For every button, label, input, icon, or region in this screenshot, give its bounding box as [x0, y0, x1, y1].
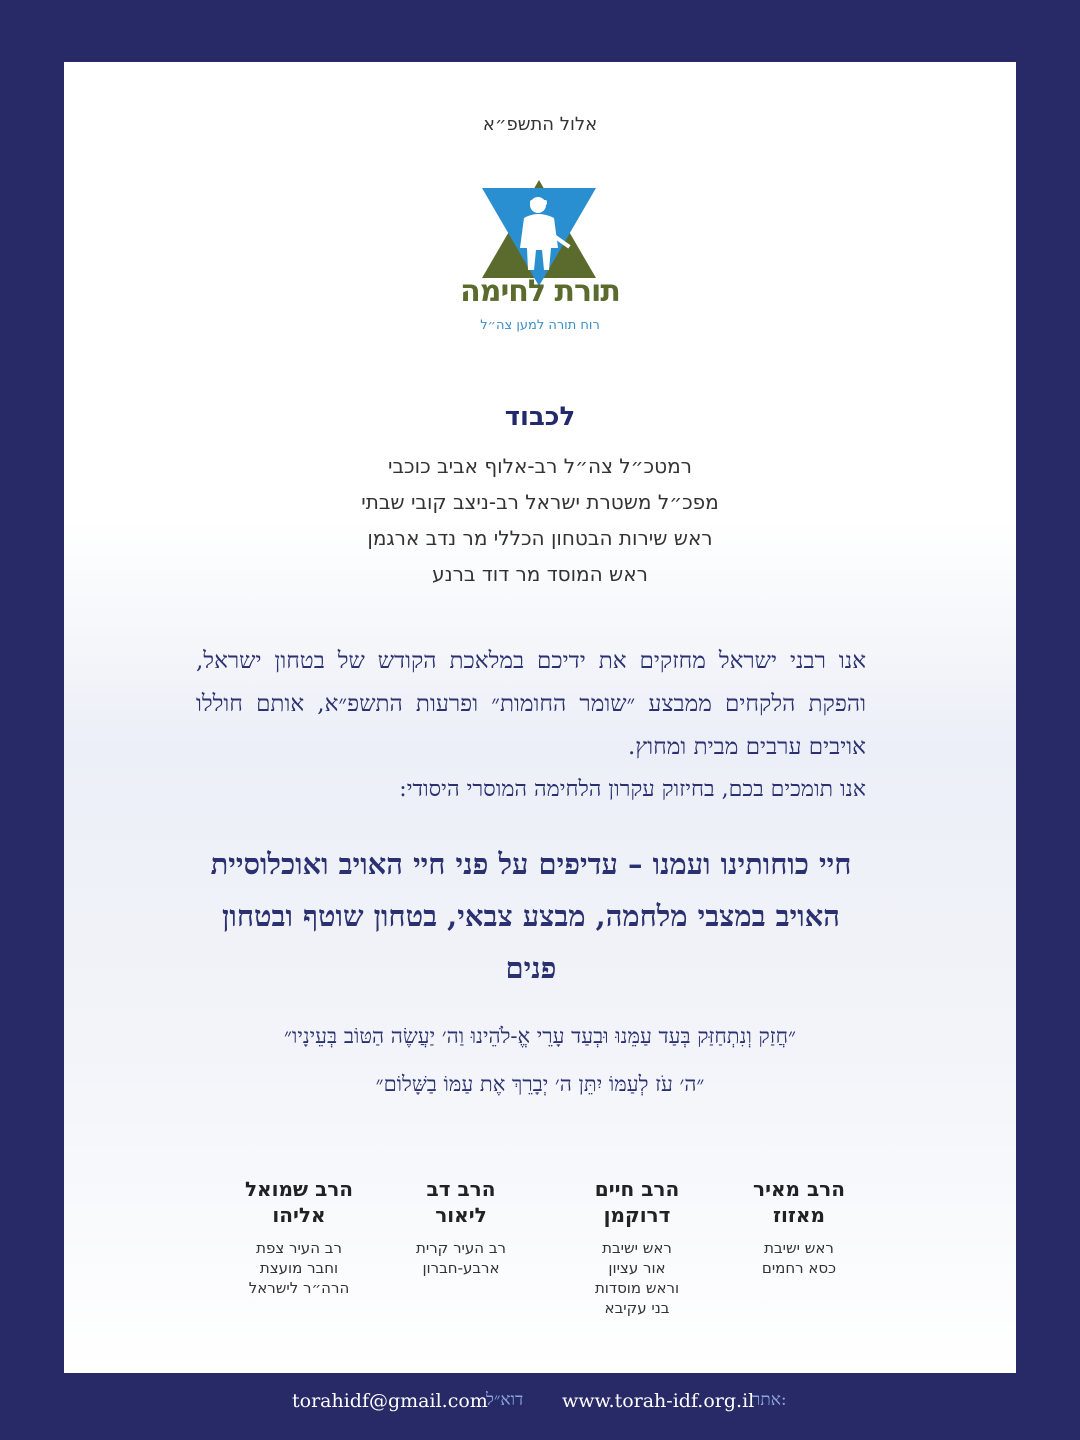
signatory-role-line: בני עקיבא: [604, 1299, 670, 1317]
signatory-role-line: וראש מוסדות: [594, 1279, 680, 1297]
verse-line: ״ה׳ עֹז לְעַמּוֹ יִתֵּן ה׳ יְבָרֵךְ אֶת עַמּוֹ בַשָּׁלוֹם״: [375, 1072, 705, 1096]
signatory-name-line: ליאור: [435, 1203, 487, 1227]
signatory-role-line: רב העיר קרית: [415, 1239, 506, 1257]
honor-heading: לכבוד: [504, 402, 576, 432]
signatory-name-line: הרב מאיר: [753, 1177, 845, 1201]
signatory-role-line: הרה״ר לישראל: [248, 1279, 350, 1297]
signatory: [386, 1176, 536, 1278]
signatory-role-line: רב העיר צפת: [256, 1239, 342, 1257]
signatory-name: [386, 1176, 536, 1228]
email-link[interactable]: torahidf@gmail.com: [292, 1390, 488, 1412]
recipient-line: ראש המוסד מר דוד ברנע: [432, 562, 648, 586]
website-link[interactable]: www.torah-idf.org.il: [562, 1390, 755, 1412]
signatory-role: [562, 1238, 712, 1318]
signatory-name: [724, 1176, 874, 1228]
signatory-name-line: הרב שמואל: [244, 1177, 354, 1201]
signatory-role: [386, 1238, 536, 1278]
signatory-name-line: הרב דב: [426, 1177, 496, 1201]
signatory: [562, 1176, 712, 1318]
recipient-line: רמטכ״ל צה״ל רב-אלוף אביב כוכבי: [388, 454, 692, 478]
body-paragraph: אנו רבני ישראל מחזקים את ידיכם במלאכת הקודש של בטחון ישראל, והפקת הלקחים ממבצע ״שומר החומות״ ופרעות התשפ״א, אותם חוללו אויבים ערבים מבית ומחוץ.: [196, 648, 866, 760]
recipient-line: ראש שירות הבטחון הכללי מר נדב ארגמן: [367, 526, 713, 550]
signatory-name-line: הרב חיים: [594, 1177, 680, 1201]
recipients-list: [64, 448, 1016, 592]
footer: [0, 1390, 1080, 1420]
signatory-name: [562, 1176, 712, 1228]
letter-page: [64, 62, 1016, 1373]
email-label: דוא״ל: [486, 1390, 524, 1410]
torat-lechima-logo-icon: [474, 178, 604, 288]
recipient-line: מפכ״ל משטרת ישראל רב-ניצב קובי שבתי: [361, 490, 719, 514]
signatory-role: [224, 1238, 374, 1298]
signatory-role-line: כסא רחמים: [761, 1259, 837, 1277]
signatory-role-line: אור עציון: [608, 1259, 666, 1277]
letter-date: אלול התשפ״א: [482, 114, 598, 135]
signatory: [224, 1176, 374, 1298]
signatory-role-line: ארבע-חברון: [422, 1259, 500, 1277]
site-label: אתר:: [752, 1390, 787, 1410]
signatories: [224, 1176, 874, 1336]
signatory-role-line: ראש ישיבת: [602, 1239, 672, 1257]
principle-statement: חיי כוחותינו ועמנו – עדיפים על פני חיי האויב ואוכלוסיית האויב במצבי מלחמה, מבצע צבאי, בטחון שוטף ובטחון פנים: [210, 847, 852, 985]
support-line: אנו תומכים בכם, בחיזוק עקרון הלחימה המוסרי היסודי:: [399, 777, 866, 802]
verses: [64, 1012, 1016, 1108]
signatory: [724, 1176, 874, 1278]
signatory-role: [724, 1238, 874, 1278]
verse-line: ״חֲזַק וְנִתְחַזַּק בְּעַד עַמֵּנוּ וּבְעַד עָרֵי אֱ-לֹהֵינוּ וַה׳ יַעֲשֶׂה הַטּוֹב בְּעֵינָיו״: [283, 1024, 796, 1048]
signatory-role-line: ראש ישיבת: [764, 1239, 834, 1257]
logo-subtitle: רוח תורה למען צה״ל: [480, 318, 600, 333]
signatory-role-line: וחבר מועצת: [259, 1259, 339, 1277]
logo-title: תורת לחימה: [460, 274, 620, 309]
signatory-name-line: דרוקמן: [603, 1203, 671, 1227]
signatory-name-line: אליהו: [272, 1203, 326, 1227]
signatory-name-line: מאזוז: [773, 1203, 825, 1227]
signatory-name: [224, 1176, 374, 1228]
